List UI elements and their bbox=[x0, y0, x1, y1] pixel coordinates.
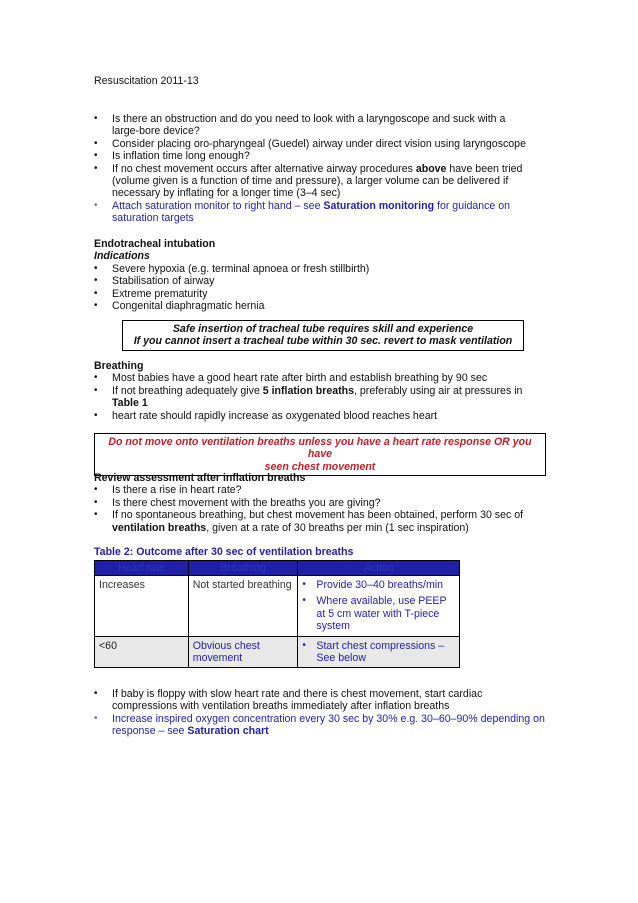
heart-rate-cell: Increases bbox=[95, 576, 189, 637]
list-item bbox=[94, 288, 534, 300]
item-text: If no spontaneous breathing, but chest movement has been obtained, perform 30 sec of bbox=[112, 509, 524, 522]
item-text: Is there chest movement with the breaths you are giving? bbox=[112, 496, 381, 509]
bullet-icon: • bbox=[94, 262, 98, 274]
bullet-icon: • bbox=[94, 287, 98, 299]
item-text: Most babies have a good heart rate after birth and establish breathing by 90 sec bbox=[112, 372, 488, 385]
breathing-list bbox=[94, 372, 534, 422]
bullet-icon: • bbox=[94, 484, 98, 496]
item-text: Is inflation time long enough? bbox=[112, 150, 250, 163]
list-item bbox=[94, 300, 534, 312]
list-item bbox=[94, 372, 534, 384]
action-cell bbox=[298, 576, 460, 637]
bullet-icon: • bbox=[94, 162, 98, 174]
list-item bbox=[94, 509, 540, 534]
page-header: Resuscitation 2011-13 bbox=[94, 75, 199, 87]
breathing-cell: Obvious chest movement bbox=[188, 636, 298, 668]
bullet-icon: • bbox=[94, 137, 98, 149]
list-item bbox=[94, 688, 546, 713]
table-row bbox=[95, 576, 460, 637]
list-item bbox=[94, 484, 540, 496]
item-text: Provide 30–40 breaths/min bbox=[316, 579, 444, 591]
item-text-cont: for guidance on saturation targets bbox=[112, 199, 511, 225]
table-header-row bbox=[95, 561, 460, 576]
column-header: Breathing bbox=[188, 561, 298, 576]
column-header: Action bbox=[298, 561, 460, 576]
outcome-table bbox=[94, 560, 460, 668]
list-item bbox=[94, 263, 534, 275]
table2-caption: Table 2: Outcome after 30 sec of ventilation breaths bbox=[94, 546, 354, 558]
bullet-icon: • bbox=[94, 409, 98, 421]
item-text: If baby is floppy with slow heart rate and there is chest movement, start cardiac compressions with ventilation breaths immediately after inflation breaths bbox=[112, 688, 483, 713]
list-item bbox=[94, 410, 534, 422]
list-item bbox=[94, 163, 534, 200]
item-text: Is there a rise in heart rate? bbox=[112, 484, 242, 497]
final-bullet-list bbox=[94, 688, 546, 738]
item-text: If no chest movement occurs after alternative airway procedures bbox=[112, 162, 416, 175]
ventilation-warning-box bbox=[94, 433, 546, 476]
item-text: Consider placing oro-pharyngeal (Guedel) airway under direct vision using laryngoscope bbox=[112, 137, 526, 150]
section-heading: Breathing bbox=[94, 360, 144, 372]
breathing-section bbox=[94, 360, 534, 422]
section-subheading: Indications bbox=[94, 250, 150, 263]
saturation-monitoring-link[interactable]: Saturation monitoring bbox=[323, 199, 435, 212]
bullet-icon: • bbox=[94, 372, 98, 384]
bullet-icon: • bbox=[94, 150, 98, 162]
indications-list bbox=[94, 263, 534, 313]
bullet-icon: • bbox=[94, 496, 98, 508]
column-header: Heart rate bbox=[95, 561, 189, 576]
item-text-cont: have been tried (volume given is a function of time and pressure), a larger volume can be delivered if necessary by inflating for a longer time (3–4 sec) bbox=[112, 162, 523, 200]
bullet-icon: • bbox=[94, 509, 98, 521]
item-text: Where available, use PEEP at 5 cm water with T-piece system bbox=[316, 595, 447, 633]
item-text: Start chest compressions – See below bbox=[316, 639, 445, 665]
item-bold-text: ventilation breaths bbox=[112, 521, 207, 534]
list-item bbox=[94, 150, 534, 162]
item-text: If not breathing adequately give bbox=[112, 384, 263, 397]
item-text: Stabilisation of airway bbox=[112, 275, 215, 288]
bullet-icon: • bbox=[302, 639, 306, 651]
list-item bbox=[302, 579, 455, 591]
bullet-icon: • bbox=[302, 595, 306, 607]
list-item bbox=[94, 385, 534, 410]
saturation-chart-link[interactable]: Saturation chart bbox=[187, 725, 269, 738]
notice-line: Safe insertion of tracheal tube requires skill and experience bbox=[172, 323, 474, 335]
item-text: Increase inspired oxygen concentration every 30 sec by 30% e.g. 30–60–90% depending on response – see bbox=[112, 712, 545, 738]
list-item bbox=[94, 713, 546, 738]
action-cell bbox=[298, 636, 460, 668]
list-item bbox=[302, 595, 455, 632]
breathing-cell: Not started breathing bbox=[188, 576, 298, 637]
bullet-icon: • bbox=[94, 688, 98, 699]
bullet-icon: • bbox=[94, 300, 98, 312]
bullet-icon: • bbox=[94, 199, 98, 211]
table-row bbox=[95, 636, 460, 668]
heart-rate-cell: <60 bbox=[95, 636, 189, 668]
item-bold-text: 5 inflation breaths bbox=[262, 384, 355, 397]
airway-bullet-list bbox=[94, 113, 534, 225]
list-item bbox=[302, 640, 455, 665]
bullet-icon: • bbox=[94, 113, 98, 124]
item-text: Is there an obstruction and do you need to look with a laryngoscope and suck with a large-bore device? bbox=[112, 113, 506, 138]
item-text-cont: , given at a rate of 30 breaths per min (1 sec inspiration) bbox=[206, 521, 469, 534]
list-item bbox=[94, 200, 534, 225]
review-section bbox=[94, 472, 540, 534]
bullet-icon: • bbox=[94, 275, 98, 287]
tracheal-tube-notice bbox=[122, 320, 524, 351]
item-text: Severe hypoxia (e.g. terminal apnoea or fresh stillbirth) bbox=[112, 262, 370, 275]
item-bold-text: above bbox=[415, 162, 447, 175]
list-item bbox=[94, 497, 540, 509]
item-text: heart rate should rapidly increase as oxygenated blood reaches heart bbox=[112, 409, 438, 422]
table1-reference: Table 1 bbox=[112, 397, 148, 410]
item-text: Congenital diaphragmatic hernia bbox=[112, 300, 265, 313]
list-item bbox=[94, 138, 534, 150]
review-list bbox=[94, 484, 540, 534]
list-item bbox=[94, 113, 534, 138]
item-text: Extreme prematurity bbox=[112, 287, 208, 300]
item-text-cont: , preferably using air at pressures in bbox=[354, 384, 523, 397]
section-heading: Endotracheal intubation bbox=[94, 238, 216, 250]
notice-line: If you cannot insert a tracheal tube within 30 sec. revert to mask ventilation bbox=[133, 335, 513, 348]
bullet-icon: • bbox=[94, 712, 98, 724]
intubation-section bbox=[94, 238, 534, 312]
bullet-icon: • bbox=[302, 579, 306, 590]
warning-line: Do not move onto ventilation breaths unless you have a heart rate response OR you have bbox=[108, 436, 532, 461]
item-text: Attach saturation monitor to right hand – see bbox=[112, 199, 324, 212]
warning-line: seen chest movement bbox=[264, 460, 376, 473]
bullet-icon: • bbox=[94, 384, 98, 396]
section-heading: Review assessment after inflation breaths bbox=[94, 472, 306, 484]
list-item bbox=[94, 275, 534, 287]
